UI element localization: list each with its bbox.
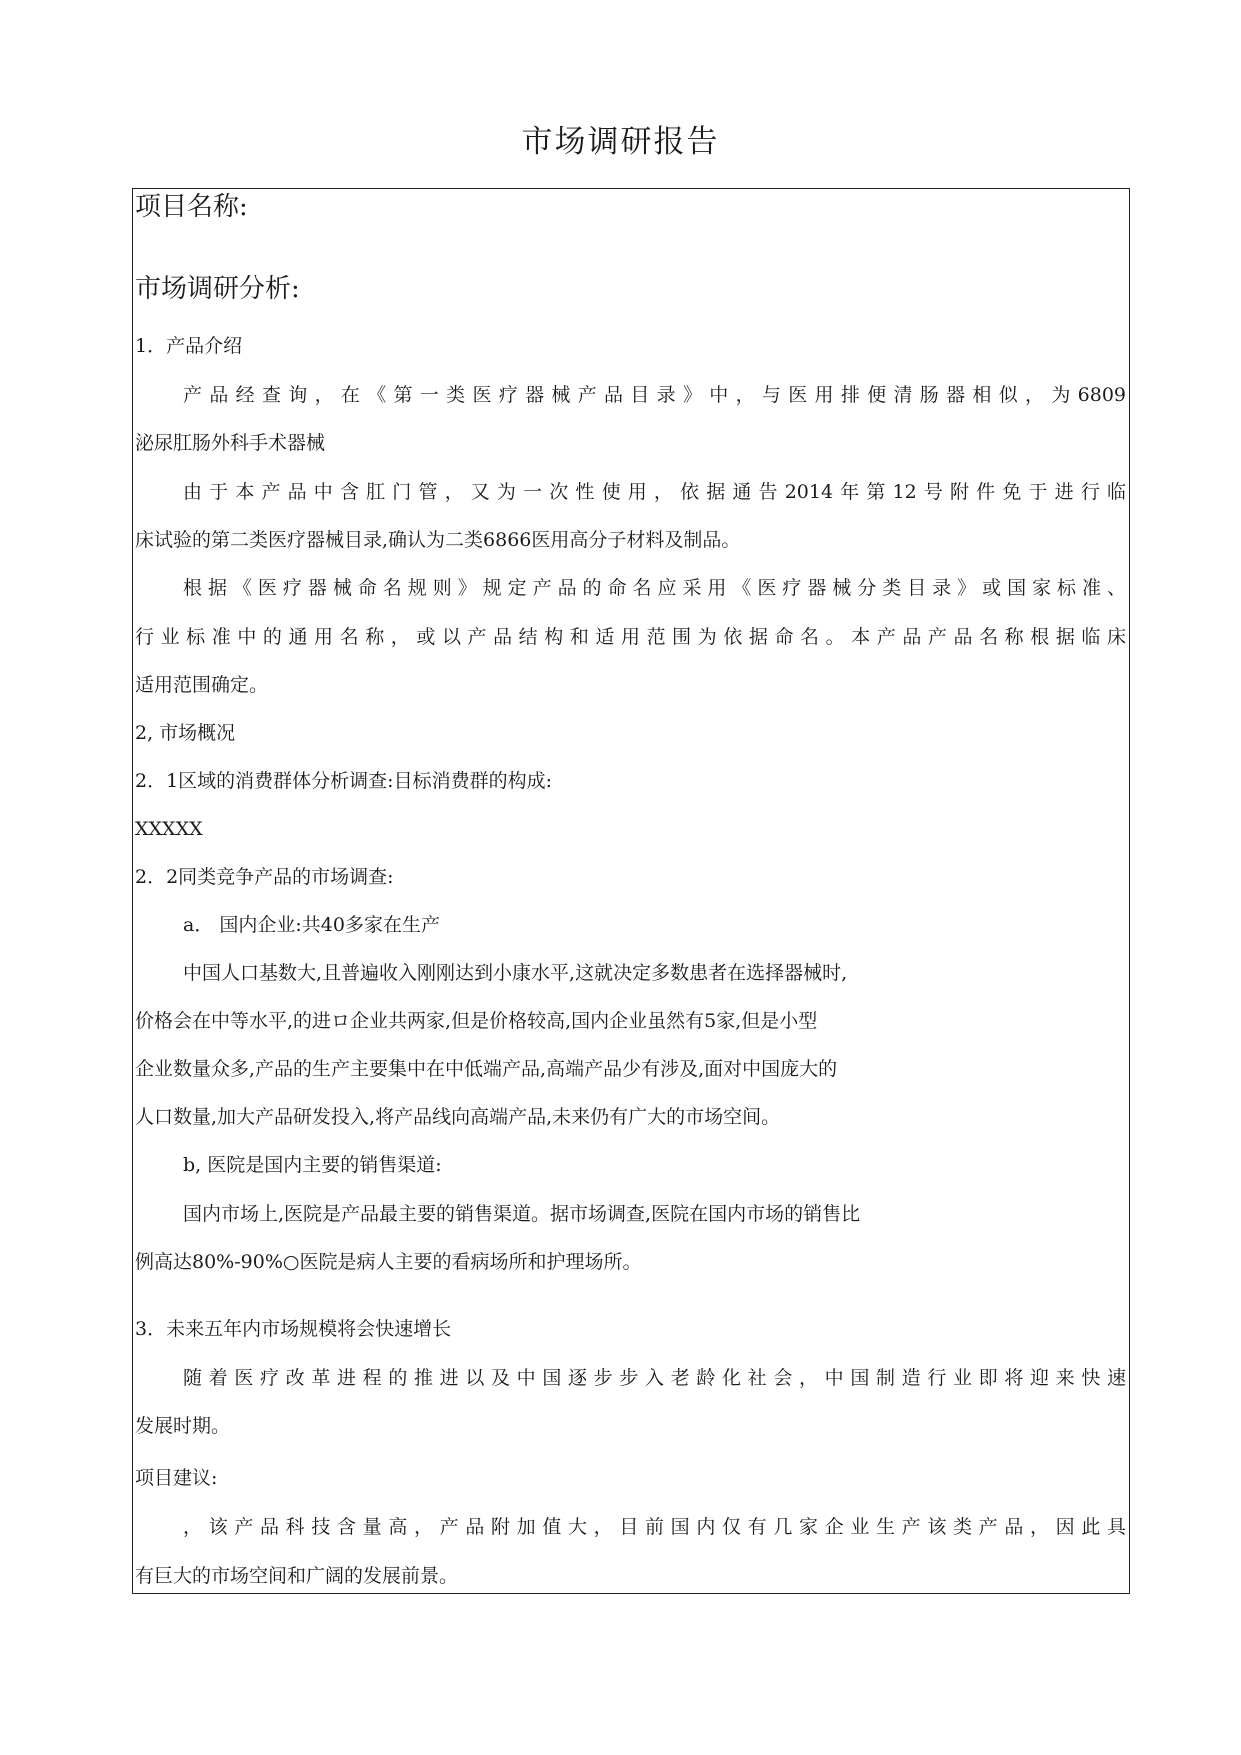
section-1-paragraph-1-line-1: 产品经查询，在《第一类医疗器械产品目录》中，与医用排便清肠器相似，为6809: [183, 384, 1126, 406]
section-2-2-a-heading: a． 国内企业:共40多家在生产: [183, 914, 440, 936]
project-suggestion-line-2: 有巨大的市场空间和广阔的发展前景。: [135, 1565, 459, 1587]
section-1-paragraph-3-line-3: 适用范围确定。: [135, 674, 269, 696]
project-suggestion-line-1: ，该产品科技含量高，产品附加值大，目前国内仅有几家企业生产该类产品，因此具: [183, 1516, 1126, 1538]
section-2-2-a-line-4: 人口数量,加大产品研发投入,将产品线向高端产品,未来仍有广大的市场空间。: [135, 1106, 781, 1128]
section-3-line-2: 发展时期。: [135, 1415, 231, 1437]
section-2-2-b-line-1: 国内市场上,医院是产品最主要的销售渠道。据市场调查,医院在国内市场的销售比: [183, 1203, 861, 1225]
section-2-1-heading: 2．1区域的消费群体分析调查:目标消费群的构成:: [135, 770, 552, 792]
section-2-2-a-line-2: 价格会在中等水平,的进ロ企业共两家,但是价格较高,国内企业虽然有5家,但是小型: [135, 1010, 818, 1032]
section-3-heading: 3．未来五年内市场规模将会快速增长: [135, 1318, 452, 1340]
section-1-heading: 1．产品介绍: [135, 335, 243, 357]
section-1-paragraph-2-line-2: 床试验的第二类医疗器械目录,确认为二类6866医用高分子材料及制品。: [135, 529, 741, 551]
page-title: 市场调研报告: [521, 124, 720, 160]
section-3-line-1: 随着医疗改革进程的推进以及中国逐步步入老龄化社会，中国制造行业即将迎来快速: [183, 1367, 1126, 1389]
market-analysis-label: 市场调研分析:: [135, 274, 300, 304]
section-1-paragraph-1-line-2: 泌尿肛肠外科手术器械: [135, 432, 326, 454]
project-suggestion-heading: 项目建议:: [135, 1467, 218, 1489]
section-2-2-b-line-2: 例高达80%-90%○医院是病人主要的看病场所和护理场所。: [135, 1251, 642, 1273]
section-2-2-a-line-3: 企业数量众多,产品的生产主要集中在中低端产品,高端产品少有涉及,面对中国庞大的: [135, 1058, 838, 1080]
section-2-2-b-heading: b, 医院是国内主要的销售渠道:: [183, 1154, 442, 1176]
section-2-2-a-line-1: 中国人口基数大,且普遍收入刚刚达到小康水平,这就决定多数患者在选择器械时,: [183, 962, 848, 984]
section-1-paragraph-3-line-1: 根据《医疗器械命名规则》规定产品的命名应采用《医疗器械分类目录》或国家标准、: [183, 577, 1126, 599]
section-2-heading: 2, 市场概况: [135, 722, 236, 744]
section-2-1-value: XXXXX: [135, 818, 203, 840]
section-2-2-heading: 2．2同类竞争产品的市场调查:: [135, 866, 394, 888]
section-1-paragraph-2-line-1: 由于本产品中含肛门管，又为一次性使用，依据通告2014年第12号附件免于进行临: [183, 481, 1126, 503]
project-name-label: 项目名称:: [135, 192, 248, 222]
section-1-paragraph-3-line-2: 行业标准中的通用名称，或以产品结构和适用范围为依据命名。本产品产品名称根据临床: [135, 626, 1126, 648]
